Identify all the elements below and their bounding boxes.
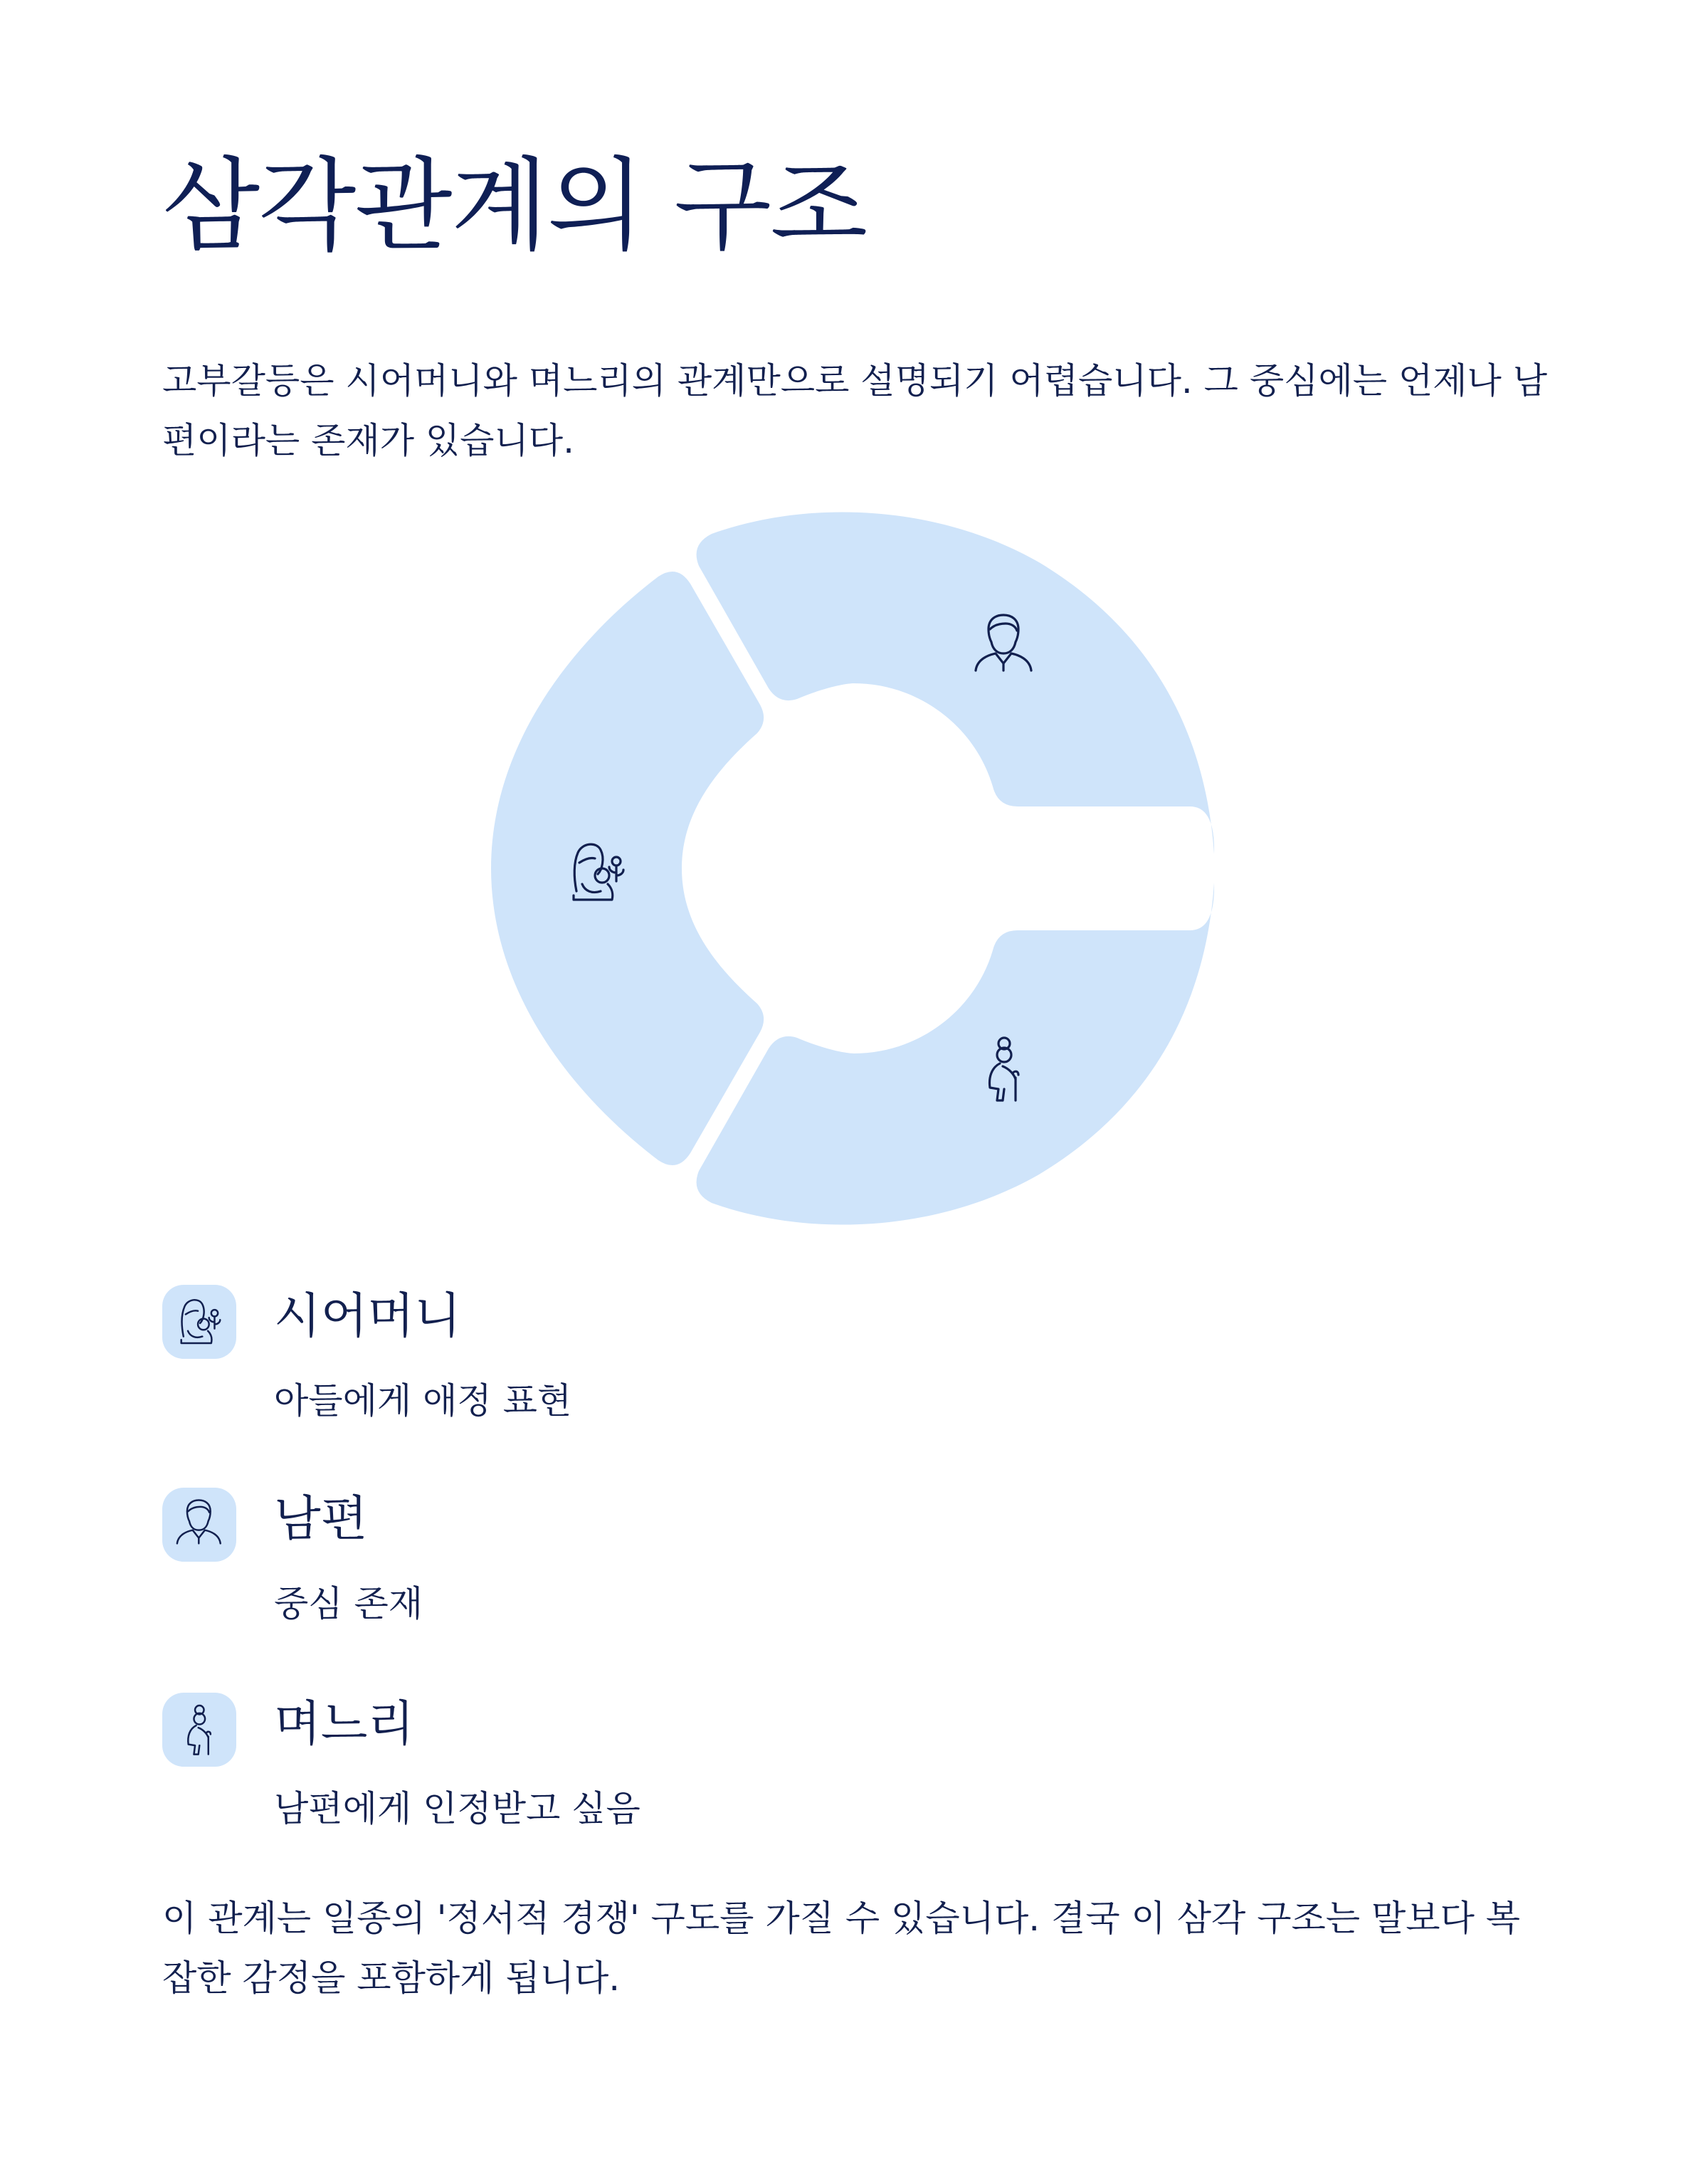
triangle-relationship-diagram (491, 505, 1217, 1231)
legend-badge (162, 1693, 236, 1767)
legend-item-husband (162, 1488, 1159, 1659)
legend-label: 시어머니 (274, 1288, 461, 1345)
legend-item-daughter-in-law (162, 1693, 1159, 1864)
legend-badge (162, 1285, 236, 1359)
legend-label: 남편 (274, 1491, 368, 1547)
legend-label: 며느리 (274, 1696, 415, 1752)
page-title: 삼각관계의 구조 (162, 147, 867, 265)
legend-description: 중심 존재 (274, 1583, 423, 1624)
legend-description: 남편에게 인정받고 싶음 (274, 1788, 640, 1829)
conclusion-paragraph: 이 관계는 일종의 '정서적 경쟁' 구도를 가질 수 있습니다. 결국 이 삼각 구조는 말보다 복잡한 감정을 포함하게 됩니다. (162, 1898, 1521, 1999)
man-icon (177, 1500, 221, 1544)
legend-description: 아들에게 애정 표현 (274, 1380, 572, 1421)
elderly-woman-with-cane-icon (188, 1705, 211, 1755)
legend-item-mother-in-law (162, 1285, 1159, 1456)
legend-badge (162, 1488, 236, 1562)
mother-holding-child-icon (181, 1300, 221, 1343)
intro-paragraph: 고부갈등은 시어머니와 며느리의 관계만으로 설명되기 어렵습니다. 그 중심에는 언제나 남편이라는 존재가 있습니다. (162, 360, 1548, 461)
